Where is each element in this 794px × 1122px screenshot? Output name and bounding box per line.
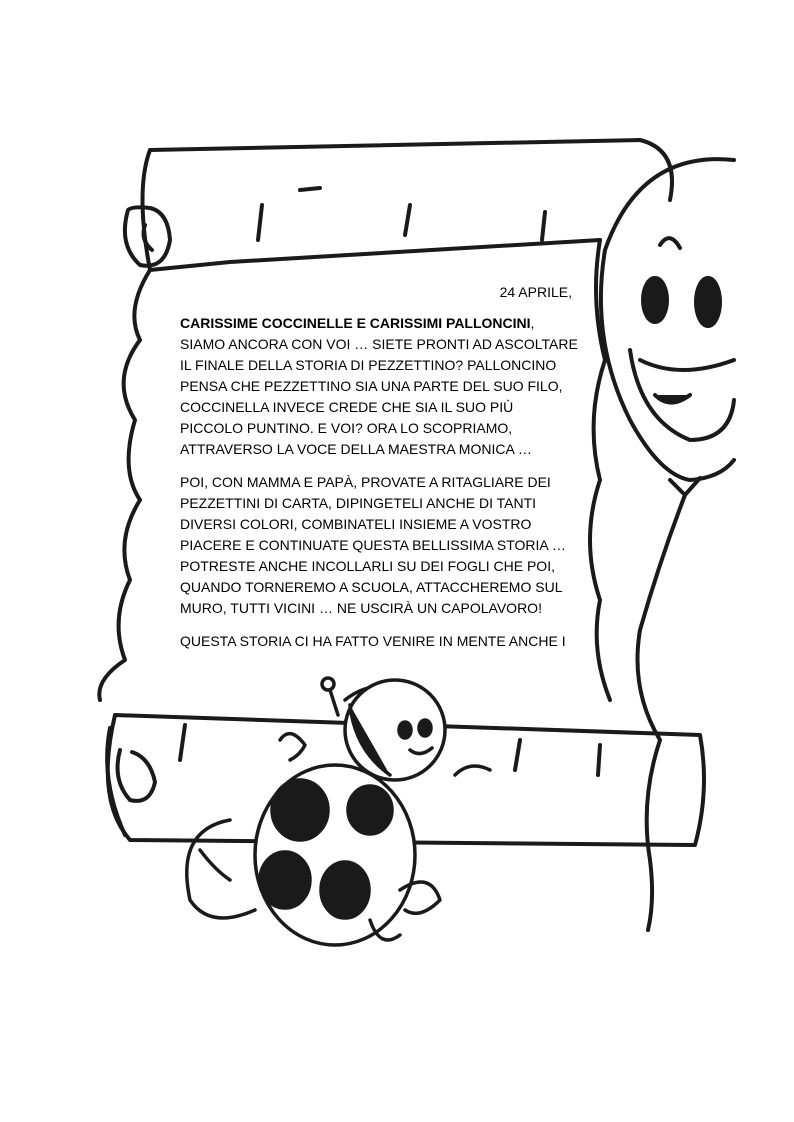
letter-paragraph-3: QUESTA STORIA CI HA FATTO VENIRE IN MENTE ANCHE I (180, 633, 566, 649)
letter-paragraph-1 (180, 313, 578, 460)
letter-paragraph-1-text: , SIAMO ANCORA CON VOI … SIETE PRONTI AD ASCOLTARE IL FINALE DELLA STORIA DI PEZZETTINO? PALLONCINO PENSA CHE PEZZETTINO SIA UNA PARTE DEL SUO FILO, COCCINELLA INVECE CREDE CHE SIA IL SUO PIÙ PICCOLO PUNTINO. E VOI? ORA LO SCOPRIAMO, ATTRAVERSO LA VOCE DELLA MAESTRA MONICA … (180, 315, 578, 457)
letter-text-box (170, 278, 584, 668)
smiling-balloon-illustration (601, 159, 734, 930)
letter-greeting: CARISSIME COCCINELLE E CARISSIMI PALLONCINI (180, 315, 531, 331)
letter-paragraph-2: POI, CON MAMMA E PAPÀ, PROVATE A RITAGLIARE DEI PEZZETTINI DI CARTA, DIPINGETELI ANCHE DI TANTI DIVERSI COLORI, COMBINATELI INSIEME A VOSTRO PIACERE E CONTINUATE QUESTA BELLISSIMA STORIA … POTRESTE ANCHE INCOLLARLI SU DEI FOGLI CHE POI, QUANDO TORNEREMO A SCUOLA, ATTACCHEREMO SUL MURO, TUTTI VICINI … NE USCIRÀ UN CAPOLAVORO! (180, 474, 566, 616)
letter-date: 24 APRILE, (499, 284, 572, 300)
